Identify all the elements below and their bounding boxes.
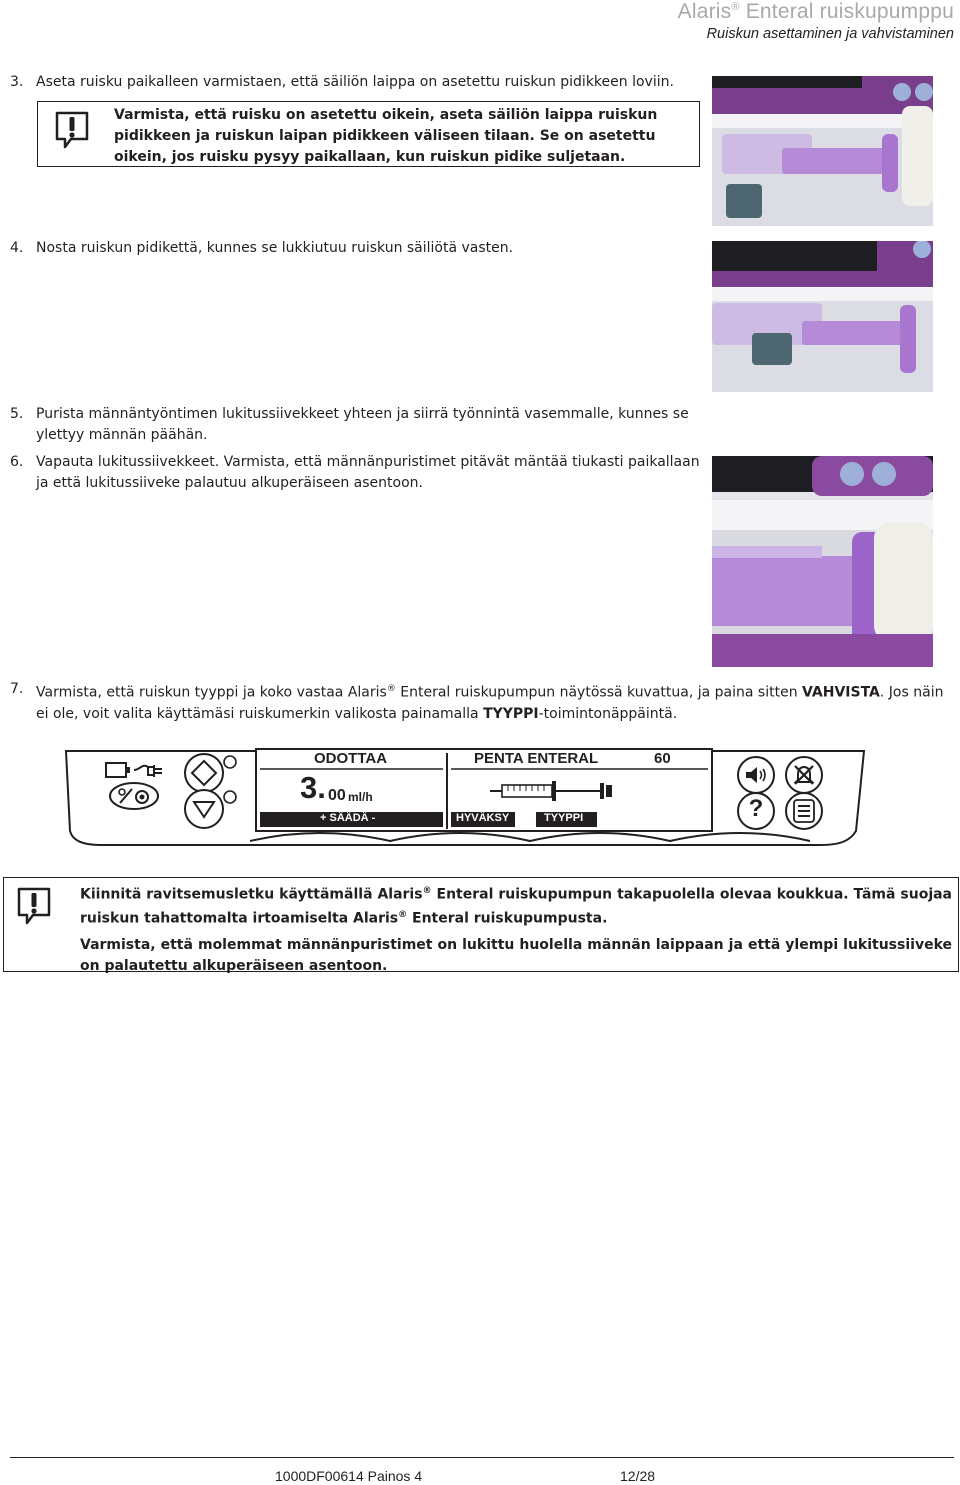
photo-holder-locked	[712, 241, 933, 392]
help-icon: ?	[748, 795, 764, 822]
step-3	[10, 72, 674, 93]
warning-text: Varmista, että ruisku on asetettu oikein, aseta säiliön laippa ruiskun pidikkeen ja ruiskun laipan pidikkeen väliseen tilaan. Se on asetettu oikein, jos ruisku pysyy paikallaan, kun ruiskun pidike suljetaan.	[114, 107, 658, 165]
warning-box	[37, 101, 700, 167]
lcd-syringe-size: 60	[654, 750, 671, 767]
step-text: Vapauta lukitussiivekkeet. Varmista, että männänpuristimet pitävät mäntää tiukasti paikallaan ja että lukitussiiveke palautuu alkuperäiseen asentoon.	[36, 454, 700, 491]
warning-icon	[54, 110, 90, 154]
vahvista-keyword: VAHVISTA	[802, 684, 880, 701]
step-number: 5.	[10, 406, 24, 422]
document-subtitle: Ruiskun asettaminen ja vahvistaminen	[706, 26, 954, 42]
footer-divider	[10, 1457, 954, 1458]
softkey-type[interactable]: TYYPPI	[544, 812, 584, 824]
warning-paragraph-2: Varmista, että molemmat männänpuristimet on lukittu huolella männän laippaan ja että ylempi lukitussiiveke on palautettu alkuperäiseen asentoon.	[80, 937, 952, 974]
menu-list-icon	[793, 799, 815, 827]
lcd-rate-integer: 3.	[300, 770, 326, 805]
footer-document-id: 1000DF00614 Painos 4	[275, 1468, 423, 1484]
pump-control-panel	[60, 745, 870, 855]
warning-box-hook	[3, 877, 959, 972]
softkey-confirm[interactable]: HYVÄKSY	[456, 812, 510, 824]
lcd-syringe-brand: PENTA ENTERAL	[474, 750, 599, 767]
photo-syringe-placement	[712, 76, 933, 226]
step-text: Nosta ruiskun pidikettä, kunnes se lukkiutuu ruiskun säiliötä vasten.	[36, 240, 514, 256]
step-7	[10, 679, 950, 725]
lcd-rate-decimals: 00	[328, 787, 346, 804]
photo-plunger-clamps	[712, 456, 933, 667]
step-number: 3.	[10, 74, 24, 90]
step-text: Purista männäntyöntimen lukitussiivekkeet yhteen ja siirrä työnnintä vasemmalle, kunnes se ylettyy männän päähän.	[36, 406, 689, 443]
step-number: 7.	[10, 681, 24, 697]
lcd-rate-unit: ml/h	[348, 790, 373, 804]
step-4	[10, 238, 513, 259]
warning-paragraph-1: Kiinnitä ravitsemusletku käyttämällä Alaris® Enteral ruiskupumpun takapuolella olevaa koukkua. Tämä suojaa ruiskun tahattomalta irtoamiselta Alaris® Enteral ruiskupumpusta.	[80, 886, 953, 927]
warning-text	[80, 881, 952, 976]
step-number: 6.	[10, 454, 24, 470]
lcd-status: ODOTTAA	[314, 750, 388, 767]
step-text: Aseta ruisku paikalleen varmistaen, että säiliön laippa on asetettu ruiskun pidikkeen loviin.	[36, 74, 674, 90]
document-title: Alaris® Enteral ruiskupumppu	[677, 0, 954, 23]
alarm-mute-icon	[792, 763, 816, 791]
volume-icon	[744, 765, 768, 789]
footer-page-number: 12/28	[620, 1468, 656, 1484]
tyyppi-keyword: TYYPPI	[483, 705, 539, 722]
step-number: 4.	[10, 240, 24, 256]
step-6	[10, 452, 700, 494]
step-text: Varmista, että ruiskun tyyppi ja koko vastaa Alaris® Enteral ruiskupumpun näytössä kuvattua, ja paina sitten VAHVISTA. Jos näin ei ole, voit valita käyttämäsi ruiskumerkin valikosta painamalla TYYPPI-toimintonäppäintä.	[36, 684, 944, 722]
power-standby-icon	[108, 781, 164, 815]
step-5	[10, 404, 700, 446]
softkey-adjust[interactable]: + SÄÄDÄ -	[320, 812, 376, 824]
warning-icon	[16, 886, 52, 930]
